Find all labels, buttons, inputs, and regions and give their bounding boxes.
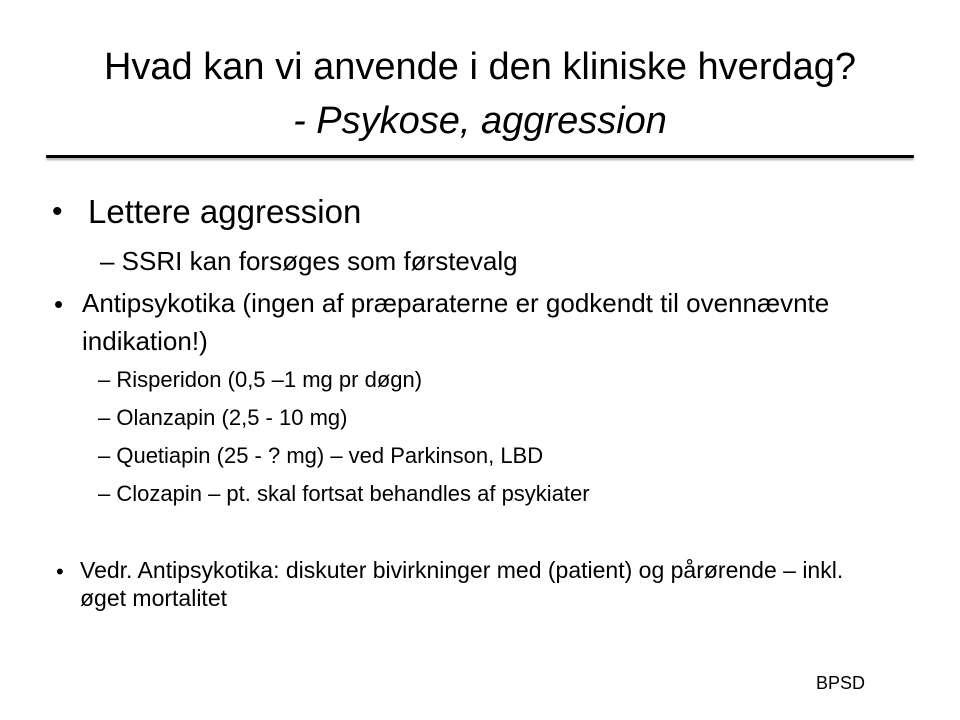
sub-item-quetiapin: – Quetiapin (25 - ? mg) – ved Parkinson, LBD [98, 443, 544, 468]
bullet-icon: • [56, 559, 64, 584]
bullet-item-bivirkninger: Vedr. Antipsykotika: diskuter bivirkninger med (patient) og pårørende – inkl. øget mortalitet [80, 557, 844, 611]
bullet-item-antipsykotika: Antipsykotika (ingen af præparaterne er godkendt til ovennævnte indikation!) [82, 288, 830, 356]
slide-title [40, 40, 920, 148]
bullet-icon: • [54, 289, 64, 319]
sub-item-olanzapin: – Olanzapin (2,5 - 10 mg) [98, 405, 348, 430]
sub-item-ssri: – SSRI kan forsøges som førstevalg [100, 246, 518, 276]
bullet-icon: • [52, 195, 63, 228]
title-line-subtitle: - Psykose, aggression [293, 100, 667, 142]
bullet-item-lettere-aggression: Lettere aggression [88, 193, 362, 230]
title-line-main: Hvad kan vi anvende i den kliniske hverdag? [103, 46, 857, 88]
title-divider [46, 155, 914, 158]
sub-item-clozapin: – Clozapin – pt. skal fortsat behandles af psykiater [98, 481, 590, 506]
sub-item-risperidon: – Risperidon (0,5 –1 mg pr døgn) [98, 367, 423, 392]
footer-label: BPSD [816, 673, 866, 693]
